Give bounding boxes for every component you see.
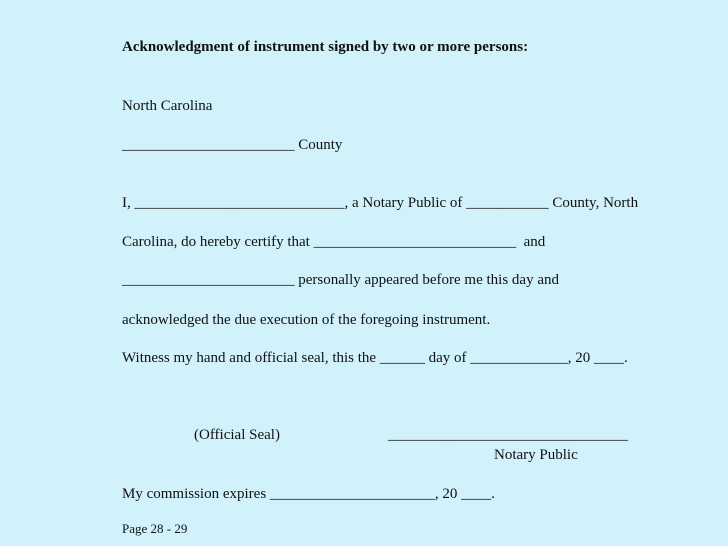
official-seal-label: (Official Seal)	[194, 427, 280, 443]
certificate-line-4: acknowledged the due execution of the foregoing instrument.	[122, 312, 491, 328]
certificate-line-1: I, ____________________________, a Notary Public of ___________ County, North	[122, 195, 639, 211]
county-line: _______________________ County	[122, 137, 343, 153]
document-title: Acknowledgment of instrument signed by two or more persons:	[122, 39, 529, 55]
witness-line: Witness my hand and official seal, this the ______ day of _____________, 20 ____.	[122, 350, 628, 366]
page-number: Page 28 - 29	[122, 521, 188, 536]
state-name: North Carolina	[122, 98, 213, 114]
notary-public-label: Notary Public	[494, 447, 578, 463]
commission-expires-line: My commission expires ______________________, 20 ____.	[122, 486, 495, 502]
notary-signature-line: ________________________________	[388, 427, 628, 443]
certificate-line-3: _______________________ personally appeared before me this day and	[122, 272, 559, 288]
certificate-line-2: Carolina, do hereby certify that ___________________________ and	[122, 234, 546, 250]
